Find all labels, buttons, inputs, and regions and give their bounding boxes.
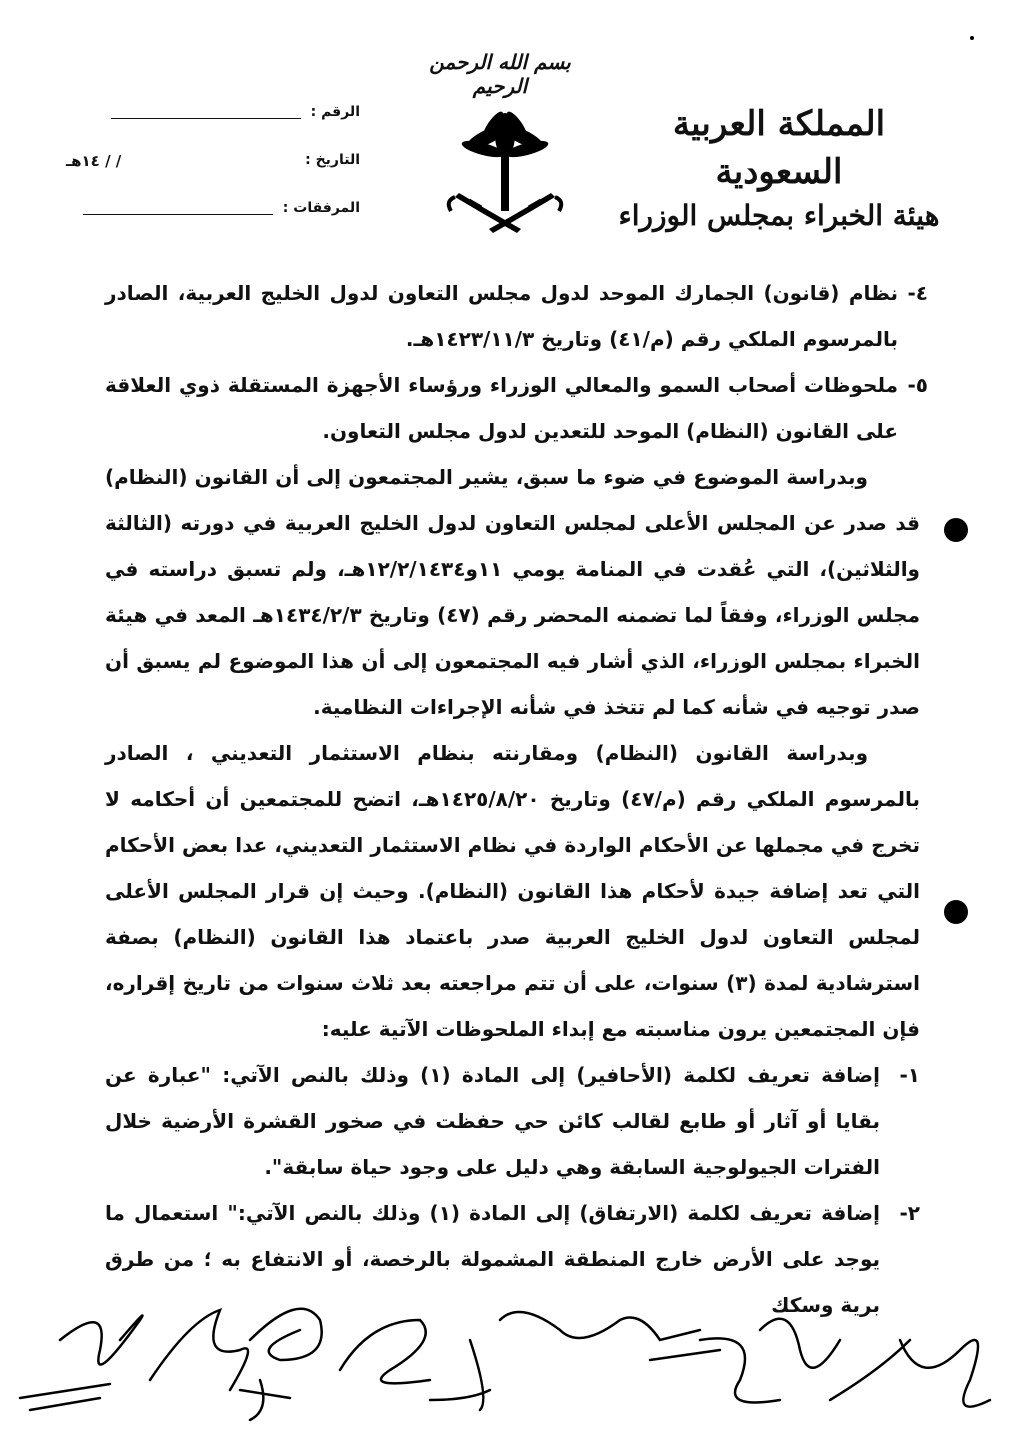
- item-text: نظام (قانون) الجمارك الموحد لدول مجلس التعاون لدول الخليج العربية، الصادر بالمرسوم الملكي رقم (م/٤١) وتاريخ ١٤٢٣/١١/٣هـ.: [105, 281, 898, 351]
- signature: [30, 1398, 100, 1410]
- date-value: / / ١٤هـ: [66, 152, 122, 170]
- punch-hole: [944, 900, 968, 924]
- signature: [500, 1312, 700, 1340]
- field-label: الرقم :: [310, 104, 360, 120]
- scan-speck: [970, 36, 974, 40]
- authority-title: هيئة الخبراء بمجلس الوزراء: [618, 199, 940, 232]
- list-item-5: [105, 362, 928, 454]
- item-text: إضافة تعريف لكلمة (الارتفاق) إلى المادة (١) وذلك بالنص الآتي:" استعمال ما يوجد على الأرض خارج المنطقة المشمولة بالرخصة، أو الانتفاع به ؛ من طرق برية وسكك: [105, 1201, 880, 1317]
- kingdom-title: المملكة العربية السعودية: [672, 104, 886, 192]
- paragraph-2: وبدراسة القانون (النظام) ومقارنته بنظام الاستثمار التعديني ، الصادر بالمرسوم الملكي رقم (م/٤٧) وتاريخ ١٤٢٥/٨/٢٠هـ، اتضح للمجتمعين أن أحكامه لا تخرج في مجملها عن الأحكام الواردة في نظام الاستثمار التعديني، عدا بعض الأحكام التي تعد إضافة جيدة لأحكام هذا القانون (النظام). وحيث إن قرار المجلس الأعلى لمجلس التعاون لدول الخليج العربية صدر باعتماد هذا القانون (النظام) بصفة استرشادية لمدة (٣) سنوات، على أن تتم مراجعته بعد ثلاث سنوات من تاريخ إقراره، فإن المجتمعين يرون مناسبته مع إبداء الملحوظات الآتية عليه:: [105, 741, 920, 1041]
- list-item-4: [105, 270, 928, 362]
- signature: [650, 1338, 780, 1402]
- item-number: ١-: [899, 1063, 920, 1087]
- signature: [830, 1340, 990, 1407]
- signatures-area: [0, 1280, 1024, 1439]
- paragraph-1: وبدراسة الموضوع في ضوء ما سبق، يشير المجتمعون إلى أن القانون (النظام) قد صدر عن المجلس الأعلى لمجلس التعاون لدول الخليج العربية في دورته (الثالثة والثلاثين)، التي عُقدت في المنامة يومي ١١و١٢/٢/١٤٣٤هـ، ولم تسبق دراسته في مجلس الوزراء، وفقاً لما تضمنه المحضر رقم (٤٧) وتاريخ ١٤٣٤/٢/٣هـ المعد في هيئة الخبراء بمجلس الوزراء، الذي أشار فيه المجتمعون إلى أن هذا الموضوع لم يسبق أن صدر توجيه في شأنه كما لم تتخذ في شأنه الإجراءات النظامية.: [105, 465, 920, 719]
- reference-number-row: [60, 104, 360, 152]
- signature: [240, 1380, 290, 1420]
- item-number: ٤-: [907, 281, 928, 305]
- signature: [150, 1310, 248, 1390]
- field-label: التاريخ :: [305, 152, 360, 168]
- item-text: إضافة تعريف لكلمة (الأحافير) إلى المادة (١) وذلك بالنص الآتي: "عبارة عن بقايا أو آثار أو طابع لقالب كائن حي حفظت في صخور القشرة الأرضية خلال الفترات الجيولوجية السابقة وهي دليل على وجود حياة سابقة".: [105, 1063, 880, 1179]
- item-text: ملحوظات أصحاب السمو والمعالي الوزراء ورؤساء الأجهزة المستقلة ذوي العلاقة على القانون (النظام) الموحد للتعدين لدول مجلس التعاون.: [105, 373, 898, 443]
- signature: [760, 1319, 840, 1368]
- item-number: ٥-: [907, 373, 928, 397]
- attachments-row: [60, 200, 360, 248]
- reference-fields: [60, 104, 360, 248]
- signature: [20, 1316, 143, 1399]
- palm-swords-emblem-icon: [445, 105, 565, 245]
- date-row: [60, 152, 360, 200]
- document-body: [105, 270, 928, 1328]
- blank-line: [83, 200, 273, 215]
- blank-line: [111, 104, 301, 119]
- item-number: ٢-: [899, 1201, 920, 1225]
- field-label: المرفقات :: [282, 200, 360, 216]
- basmala: بسم الله الرحمن الرحيم: [429, 50, 571, 98]
- signature: [340, 1320, 430, 1383]
- letterhead: [614, 100, 944, 236]
- signature: [430, 1340, 490, 1410]
- signature: [250, 1309, 322, 1360]
- observation-1: [105, 1052, 920, 1190]
- punch-hole: [944, 518, 968, 542]
